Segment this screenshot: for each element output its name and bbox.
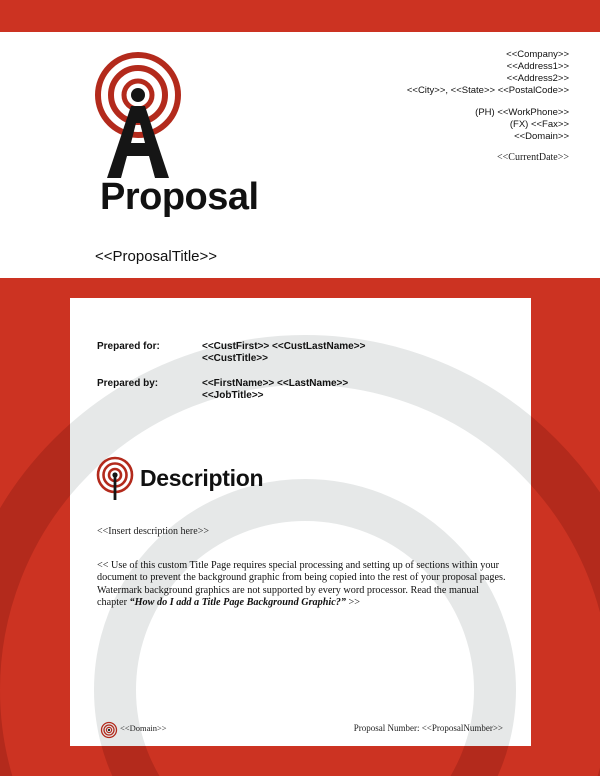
address-line-1: <<Address1>> xyxy=(506,61,569,72)
city-state-zip: <<City>>, <<State>> <<PostalCode>> xyxy=(406,85,569,96)
footer-proposal-number: Proposal Number: <<ProposalNumber>> xyxy=(353,723,503,733)
prepared-by-name: <<FirstName>> <<LastName>> xyxy=(202,378,349,389)
description-heading: Description xyxy=(140,465,264,491)
company-domain: <<Domain>> xyxy=(514,131,569,142)
description-body-end: >> xyxy=(345,597,360,609)
spacer xyxy=(407,97,569,107)
company-address-block xyxy=(407,49,569,143)
prepared-by-title: <<JobTitle>> xyxy=(202,390,264,401)
radio-tower-icon xyxy=(93,50,183,180)
work-phone: (PH) <<WorkPhone>> xyxy=(475,107,569,118)
proposal-heading: Proposal xyxy=(100,176,259,218)
company-name: <<Company>> xyxy=(506,49,569,60)
fax-number: (FX) <<Fax>> xyxy=(509,119,569,130)
prepared-by-label: Prepared by: xyxy=(97,378,159,389)
current-date: <<CurrentDate>> xyxy=(497,152,569,163)
radio-tower-icon xyxy=(94,456,136,502)
prepared-for-name: <<CustFirst>> <<CustLastName>> xyxy=(202,341,366,352)
prepared-for-title: <<CustTitle>> xyxy=(202,353,268,364)
description-body xyxy=(97,560,507,610)
sheet-content xyxy=(70,298,531,746)
description-placeholder: <<Insert description here>> xyxy=(97,526,209,537)
prepared-for-label: Prepared for: xyxy=(97,341,160,352)
address-line-2: <<Address2>> xyxy=(506,73,569,84)
content-sheet xyxy=(70,298,531,746)
manual-chapter-reference: “How do I add a Title Page Background Graphic?” xyxy=(129,597,346,609)
radio-tower-icon xyxy=(100,721,118,739)
description-body-text: << Use of this custom Title Page requires special processing and setting up of sections within your document to prevent the background graphic from being copied into the rest of your proposal pages. Watermark background graphics are not supported by every word processor. Read the manual chapter xyxy=(97,560,506,609)
proposal-title: <<ProposalTitle>> xyxy=(95,248,218,265)
footer-domain: <<Domain>> xyxy=(120,723,167,733)
